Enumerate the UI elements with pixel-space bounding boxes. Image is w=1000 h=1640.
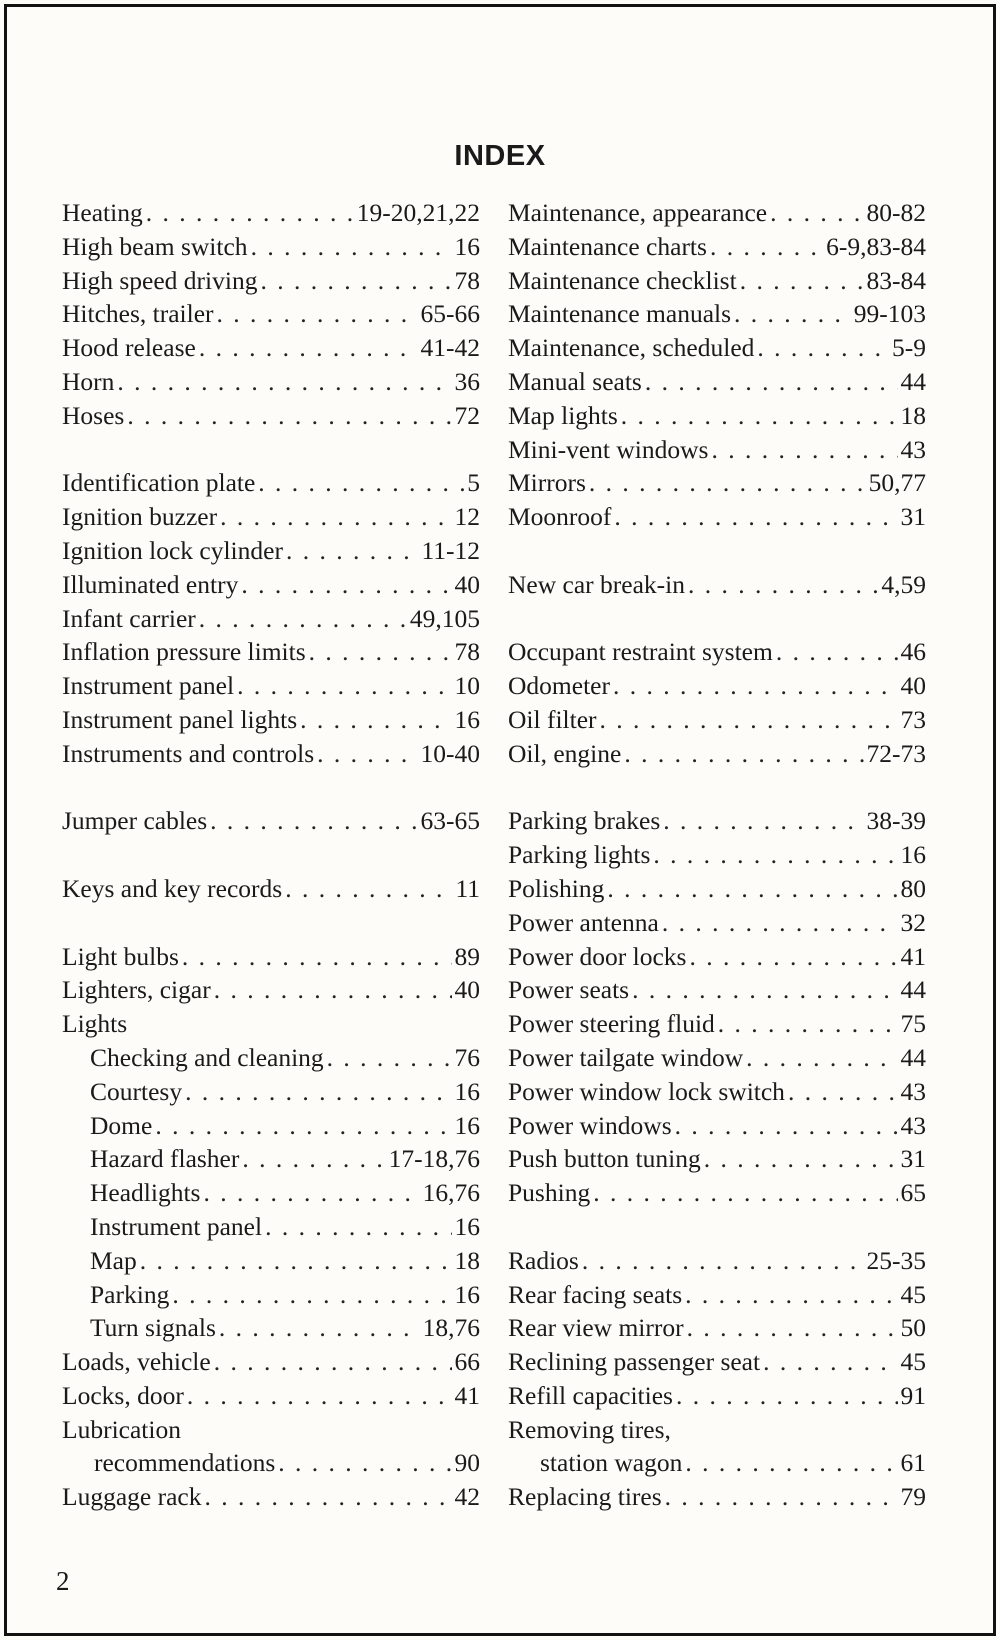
- index-term: Loads, vehicle: [62, 1347, 211, 1377]
- dot-leader: [675, 1109, 898, 1143]
- index-term: Infant carrier: [62, 603, 196, 633]
- index-page-ref: 45: [900, 1347, 926, 1377]
- dot-leader: [663, 804, 863, 838]
- index-page-ref: 16: [454, 1110, 480, 1140]
- index-term: Oil filter: [508, 704, 597, 734]
- dot-leader: [327, 1041, 452, 1075]
- index-term: Identification plate: [62, 468, 256, 498]
- index-entry: [508, 1446, 926, 1480]
- index-page-ref: 79: [900, 1482, 926, 1512]
- index-entry: [62, 264, 480, 298]
- dot-leader: [776, 635, 898, 669]
- dot-leader: [613, 669, 898, 703]
- index-term: Parking lights: [508, 840, 651, 870]
- index-entry: [508, 804, 926, 838]
- dot-leader: [653, 838, 897, 872]
- dot-leader: [140, 1244, 452, 1278]
- index-entry: [508, 568, 926, 602]
- index-page-ref: 63-65: [420, 806, 480, 836]
- dot-leader: [621, 399, 898, 433]
- index-page-ref: 99-103: [853, 299, 926, 329]
- index-term: High speed driving: [62, 265, 258, 295]
- index-entry: [508, 1142, 926, 1176]
- index-page-ref: 49,105: [409, 603, 480, 633]
- index-entry: [62, 365, 480, 399]
- index-entry: [62, 1480, 480, 1514]
- index-entry: [62, 737, 480, 771]
- index-term: Illuminated entry: [62, 569, 239, 599]
- index-term: Inflation pressure limits: [62, 637, 306, 667]
- dot-leader: [286, 534, 419, 568]
- index-entry: [508, 872, 926, 906]
- index-page-ref: 73: [900, 704, 926, 734]
- index-entry: [62, 1244, 480, 1278]
- index-entry: [62, 1041, 480, 1075]
- index-entry: [508, 1007, 926, 1041]
- index-page-ref: 65-66: [420, 299, 480, 329]
- index-page-ref: 32: [900, 907, 926, 937]
- index-entry: [508, 331, 926, 365]
- index-page-ref: 31: [900, 1144, 926, 1174]
- index-entry: [62, 399, 480, 433]
- index-page-ref: 4,59: [881, 569, 926, 599]
- dot-leader: [265, 1210, 451, 1244]
- index-page-ref: 44: [900, 975, 926, 1005]
- entry-spacer: [508, 771, 926, 805]
- index-term: New car break-in: [508, 569, 685, 599]
- index-term: Removing tires,: [508, 1414, 671, 1444]
- dot-leader: [185, 1075, 451, 1109]
- dot-leader: [172, 1278, 451, 1312]
- dot-leader: [740, 264, 864, 298]
- dot-leader: [155, 1109, 451, 1143]
- index-term: Checking and cleaning: [90, 1042, 324, 1072]
- index-term: Luggage rack: [62, 1482, 202, 1512]
- dot-leader: [746, 1041, 897, 1075]
- index-term: Mini-vent windows: [508, 434, 709, 464]
- index-column-right: [508, 196, 926, 1514]
- dot-leader: [199, 331, 418, 365]
- index-page-ref: 44: [900, 366, 926, 396]
- index-entry: [508, 906, 926, 940]
- dot-leader: [210, 804, 417, 838]
- index-term: Oil, engine: [508, 738, 622, 768]
- index-term: Pushing: [508, 1178, 591, 1208]
- index-entry: [62, 1379, 480, 1413]
- index-entry: [62, 703, 480, 737]
- index-page-ref: 46: [900, 637, 926, 667]
- index-entry: [62, 1311, 480, 1345]
- index-page-ref: 80: [900, 873, 926, 903]
- dot-leader: [662, 906, 898, 940]
- index-entry: [62, 1007, 480, 1041]
- index-term: Lighters, cigar: [62, 975, 211, 1005]
- index-term: Radios: [508, 1245, 579, 1275]
- index-page-ref: 25-35: [866, 1245, 926, 1275]
- index-term: Maintenance checklist: [508, 265, 737, 295]
- index-page-ref: 18: [900, 400, 926, 430]
- index-term: Maintenance, scheduled: [508, 333, 755, 363]
- index-term: Horn: [62, 366, 115, 396]
- index-term: Power window lock switch: [508, 1076, 785, 1106]
- index-entry: [62, 500, 480, 534]
- index-term: Ignition lock cylinder: [62, 535, 283, 565]
- page-number: 2: [56, 1566, 70, 1596]
- index-term: Push button tuning: [508, 1144, 701, 1174]
- dot-leader: [127, 399, 451, 433]
- dot-leader: [187, 1379, 452, 1413]
- index-entry: [508, 737, 926, 771]
- dot-leader: [711, 433, 897, 467]
- dot-leader: [757, 331, 889, 365]
- index-page-ref: 19-20,21,22: [356, 198, 480, 227]
- index-page-ref: 6-9,83-84: [826, 231, 926, 261]
- index-page-ref: 50: [900, 1313, 926, 1343]
- index-page-ref: 36: [454, 366, 480, 396]
- index-entry: [62, 1345, 480, 1379]
- index-page-ref: 91: [900, 1380, 926, 1410]
- index-page-ref: 11: [455, 873, 480, 903]
- index-page-ref: 72: [454, 400, 480, 430]
- index-term: Rear facing seats: [508, 1279, 683, 1309]
- page-title: INDEX: [454, 140, 546, 172]
- index-term: Ignition buzzer: [62, 502, 218, 532]
- index-entry: [508, 1345, 926, 1379]
- index-page-ref: 40: [454, 569, 480, 599]
- index-page-ref: 40: [454, 975, 480, 1005]
- index-entry: [508, 1278, 926, 1312]
- index-entry: [508, 399, 926, 433]
- index-entry: [62, 602, 480, 636]
- index-entry: [62, 1413, 480, 1447]
- index-page-ref: 50,77: [868, 468, 926, 498]
- index-term: Power tailgate window: [508, 1042, 744, 1072]
- dot-leader: [632, 973, 897, 1007]
- index-page-ref: 16,76: [422, 1178, 480, 1208]
- dot-leader: [220, 500, 451, 534]
- entry-spacer: [508, 534, 926, 568]
- index-term: Maintenance, appearance: [508, 198, 768, 227]
- dot-leader: [593, 1176, 897, 1210]
- index-entry: [508, 1176, 926, 1210]
- dot-leader: [214, 1345, 452, 1379]
- index-term: Hoses: [62, 400, 125, 430]
- index-column-left: [62, 196, 480, 1514]
- index-entry: [62, 669, 480, 703]
- index-entry: [508, 1311, 926, 1345]
- index-term: Instrument panel lights: [62, 704, 298, 734]
- index-entry: [508, 838, 926, 872]
- dot-leader: [204, 1480, 451, 1514]
- index-page-ref: 43: [900, 1076, 926, 1106]
- index-term: Hazard flasher: [90, 1144, 240, 1174]
- index-page-ref: 43: [900, 434, 926, 464]
- entry-spacer: [508, 1210, 926, 1244]
- index-page-ref: 40: [900, 671, 926, 701]
- index-entry: [62, 635, 480, 669]
- index-page-ref: 66: [454, 1347, 480, 1377]
- index-entry: [508, 1041, 926, 1075]
- index-page-ref: 61: [900, 1448, 926, 1478]
- index-page-ref: 76: [454, 1042, 480, 1072]
- index-entry: [508, 196, 926, 230]
- index-page-ref: 12: [454, 502, 480, 532]
- index-entry: [62, 466, 480, 500]
- index-entry: [508, 1379, 926, 1413]
- dot-leader: [589, 466, 866, 500]
- index-entry: [508, 669, 926, 703]
- index-entry: [62, 1075, 480, 1109]
- dot-leader: [219, 1311, 420, 1345]
- index-term: Power windows: [508, 1110, 672, 1140]
- dot-leader: [676, 1379, 898, 1413]
- index-page-ref: 83-84: [866, 265, 926, 295]
- index-term: Instrument panel: [90, 1211, 263, 1241]
- index-entry: [508, 1244, 926, 1278]
- index-page-ref: 16: [454, 1211, 480, 1241]
- index-page-ref: 75: [900, 1009, 926, 1039]
- dot-leader: [203, 1176, 419, 1210]
- index-entry: [508, 1480, 926, 1514]
- index-page-ref: 5-9: [892, 333, 926, 363]
- index-term: Occupant restraint system: [508, 637, 773, 667]
- index-entry: [508, 433, 926, 467]
- dot-leader: [241, 568, 451, 602]
- index-entry: [62, 331, 480, 365]
- dot-leader: [685, 1278, 897, 1312]
- index-page-ref: 18,76: [422, 1313, 480, 1343]
- index-entry: [62, 804, 480, 838]
- entry-spacer: [62, 906, 480, 940]
- dot-leader: [582, 1244, 864, 1278]
- index-page-ref: 89: [454, 941, 480, 971]
- index-term: Power seats: [508, 975, 630, 1005]
- index-term: Refill capacities: [508, 1380, 673, 1410]
- index-term: Headlights: [90, 1178, 201, 1208]
- index-entry: [508, 230, 926, 264]
- index-term: Rear view mirror: [508, 1313, 684, 1343]
- index-entry: [62, 297, 480, 331]
- index-entry: [62, 940, 480, 974]
- index-page-ref: 31: [900, 502, 926, 532]
- index-page-ref: 16: [900, 840, 926, 870]
- index-entry: [508, 703, 926, 737]
- index-page-ref: 17-18,76: [388, 1144, 480, 1174]
- index-entry: [62, 973, 480, 1007]
- index-entry: [62, 534, 480, 568]
- index-term: Replacing tires: [508, 1482, 662, 1512]
- index-term: Map lights: [508, 400, 618, 430]
- dot-leader: [300, 703, 451, 737]
- index-term: Lights: [62, 1009, 128, 1039]
- dot-leader: [689, 940, 897, 974]
- dot-leader: [117, 365, 451, 399]
- index-entry: [508, 1109, 926, 1143]
- dot-leader: [645, 365, 898, 399]
- index-term: Moonroof: [508, 502, 612, 532]
- dot-leader: [688, 568, 878, 602]
- index-term: Courtesy: [90, 1076, 183, 1106]
- index-term: Turn signals: [90, 1313, 216, 1343]
- index-page-ref: 11-12: [421, 535, 480, 565]
- index-entry: [508, 264, 926, 298]
- dot-leader: [146, 196, 354, 230]
- index-page-ref: 90: [454, 1448, 480, 1478]
- index-term: Mirrors: [508, 468, 586, 498]
- index-entry: [62, 1446, 480, 1480]
- dot-leader: [317, 737, 417, 771]
- dot-leader: [258, 466, 464, 500]
- index-term: station wagon: [540, 1448, 683, 1478]
- dot-leader: [614, 500, 897, 534]
- index-entry: [508, 1413, 926, 1447]
- dot-leader: [309, 635, 452, 669]
- index-term: Power antenna: [508, 907, 659, 937]
- dot-leader: [199, 602, 407, 636]
- index-entry: [62, 1278, 480, 1312]
- index-term: Heating: [62, 198, 143, 227]
- index-entry: [62, 568, 480, 602]
- index-entry: [62, 1210, 480, 1244]
- index-page-ref: 41-42: [420, 333, 480, 363]
- dot-leader: [237, 669, 451, 703]
- dot-leader: [704, 1142, 898, 1176]
- index-term: Map: [90, 1245, 137, 1275]
- index-page-ref: 16: [454, 704, 480, 734]
- index-term: Dome: [90, 1110, 153, 1140]
- index-page-ref: 41: [454, 1380, 480, 1410]
- dot-leader: [770, 196, 863, 230]
- dot-leader: [260, 264, 451, 298]
- index-term: Parking brakes: [508, 806, 661, 836]
- dot-leader: [685, 1446, 897, 1480]
- dot-leader: [607, 872, 897, 906]
- dot-leader: [788, 1075, 898, 1109]
- index-page-ref: 72-73: [866, 738, 926, 768]
- index-page-ref: 41: [900, 941, 926, 971]
- index-page-ref: 43: [900, 1110, 926, 1140]
- index-term: Light bulbs: [62, 941, 179, 971]
- dot-leader: [718, 1007, 898, 1041]
- dot-leader: [217, 297, 418, 331]
- index-page-ref: 78: [454, 637, 480, 667]
- dot-leader: [624, 737, 863, 771]
- index-page-ref: 80-82: [866, 198, 926, 227]
- index-page-ref: 65: [900, 1178, 926, 1208]
- index-page-ref: 10-40: [420, 738, 480, 768]
- index-entry: [508, 635, 926, 669]
- index-term: Instruments and controls: [62, 738, 315, 768]
- index-page-ref: 16: [454, 1279, 480, 1309]
- dot-leader: [687, 1311, 898, 1345]
- index-page-ref: 38-39: [866, 806, 926, 836]
- index-entry: [62, 1176, 480, 1210]
- index-term: High beam switch: [62, 231, 248, 261]
- index-entry: [508, 500, 926, 534]
- index-term: Power steering fluid: [508, 1009, 715, 1039]
- entry-spacer: [62, 433, 480, 467]
- dot-leader: [763, 1345, 897, 1379]
- index-entry: [62, 1142, 480, 1176]
- index-term: Maintenance charts: [508, 231, 707, 261]
- dot-leader: [285, 872, 452, 906]
- index-page-ref: 45: [900, 1279, 926, 1309]
- dot-leader: [665, 1480, 898, 1514]
- index-page-ref: 42: [454, 1482, 480, 1512]
- index-term: Hitches, trailer: [62, 299, 214, 329]
- index-term: Reclining passenger seat: [508, 1347, 761, 1377]
- index-term: Hood release: [62, 333, 196, 363]
- index-term: Manual seats: [508, 366, 642, 396]
- dot-leader: [734, 297, 851, 331]
- dot-leader: [710, 230, 823, 264]
- index-page-ref: 16: [454, 1076, 480, 1106]
- index-term: Maintenance manuals: [508, 299, 732, 329]
- dot-leader: [600, 703, 898, 737]
- index-page-ref: 10: [454, 671, 480, 701]
- index-entry: [62, 872, 480, 906]
- dot-leader: [242, 1142, 385, 1176]
- dot-leader: [182, 940, 452, 974]
- entry-spacer: [62, 838, 480, 872]
- index-page-ref: 78: [454, 265, 480, 295]
- index-entry: [508, 940, 926, 974]
- dot-leader: [251, 230, 452, 264]
- index-term: recommendations: [94, 1448, 276, 1478]
- index-term: Jumper cables: [62, 806, 208, 836]
- index-term: Keys and key records: [62, 873, 283, 903]
- index-entry: [508, 466, 926, 500]
- entry-spacer: [62, 771, 480, 805]
- index-term: Power door locks: [508, 941, 687, 971]
- index-term: Polishing: [508, 873, 605, 903]
- index-entry: [62, 230, 480, 264]
- index-term: Lubrication: [62, 1414, 181, 1444]
- index-entry: [508, 1075, 926, 1109]
- index-term: Odometer: [508, 671, 610, 701]
- index-term: Instrument panel: [62, 671, 235, 701]
- index-entry: [508, 297, 926, 331]
- dot-leader: [214, 973, 452, 1007]
- index-entry: [62, 196, 480, 230]
- index-entry: [508, 973, 926, 1007]
- index-page-ref: 5: [467, 468, 480, 498]
- index-page-ref: 16: [454, 231, 480, 261]
- index-term: Parking: [90, 1279, 170, 1309]
- index-entry: [62, 1109, 480, 1143]
- dot-leader: [278, 1446, 451, 1480]
- index-entry: [508, 365, 926, 399]
- entry-spacer: [508, 602, 926, 636]
- index-term: Locks, door: [62, 1380, 184, 1410]
- index-page-ref: 18: [454, 1245, 480, 1275]
- index-page-ref: 44: [900, 1042, 926, 1072]
